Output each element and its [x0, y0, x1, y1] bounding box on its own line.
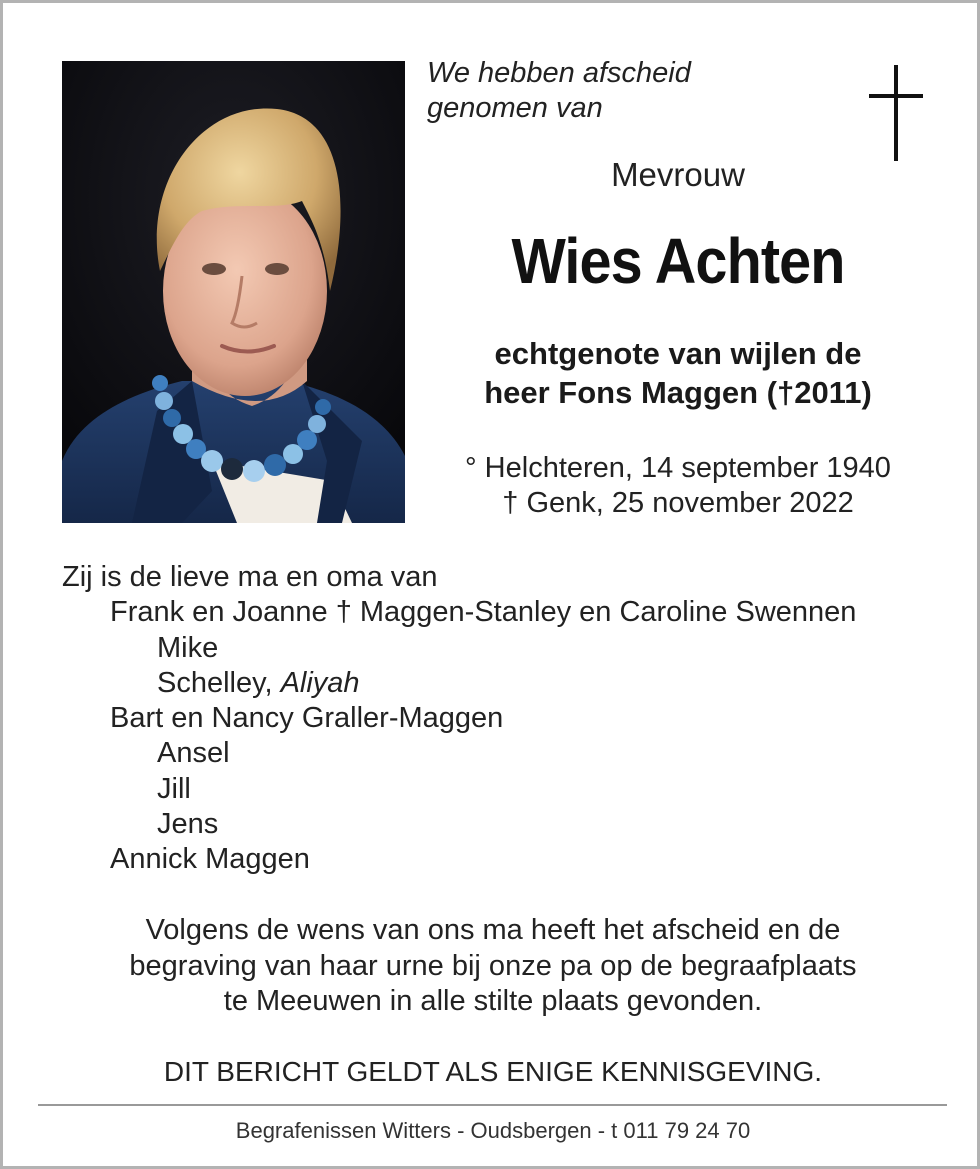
death-date: † Genk, 25 november 2022 [502, 487, 854, 519]
funeral-message [63, 913, 923, 1020]
life-dates [433, 451, 923, 521]
eye-left [202, 263, 226, 275]
salutation: Mevrouw [611, 156, 745, 193]
intro-text [427, 56, 691, 126]
message-line-3: te Meeuwen in alle stilte plaats gevonden. [223, 985, 763, 1017]
family-member: Jens [157, 808, 219, 841]
family-member: Annick Maggen [110, 843, 310, 876]
family-member-name: Schelley, [157, 666, 281, 699]
family-member: Ansel [157, 737, 230, 770]
family-heading: Zij is de lieve ma en oma van [62, 561, 438, 593]
portrait-illustration [62, 61, 405, 523]
family-member: Mike [157, 631, 219, 664]
footer-divider [38, 1104, 947, 1106]
family-list [62, 560, 942, 878]
deceased-name: Wies Achten [511, 225, 845, 297]
spouse-info [433, 334, 923, 412]
family-member-great-grandchild: Aliyah [280, 666, 360, 699]
funeral-home-footer: Begrafenissen Witters - Oudsbergen - t 011 79 24 70 [235, 1118, 751, 1143]
family-member: Frank en Joanne † Maggen-Stanley en Caroline Swennen [110, 596, 857, 629]
eye-right [265, 263, 289, 275]
intro-line-2: genomen van [427, 92, 603, 124]
intro-line-1: We hebben afscheid [427, 57, 691, 89]
message-line-2: begraving van haar urne bij onze pa op de begraafplaats [129, 949, 857, 982]
family-member [62, 666, 942, 701]
spouse-line-1: echtgenote van wijlen de [494, 336, 862, 371]
latin-cross-icon [866, 63, 926, 163]
birth-date: ° Helchteren, 14 september 1940 [465, 452, 891, 484]
portrait-photo [62, 61, 405, 523]
family-member: Jill [157, 772, 191, 805]
message-line-1: Volgens de wens van ons ma heeft het afscheid en de [145, 914, 841, 946]
notice-statement: DIT BERICHT GELDT ALS ENIGE KENNISGEVING. [163, 1056, 823, 1087]
spouse-line-2: heer Fons Maggen (†2011) [484, 375, 872, 410]
family-member: Bart en Nancy Graller-Maggen [110, 702, 504, 735]
